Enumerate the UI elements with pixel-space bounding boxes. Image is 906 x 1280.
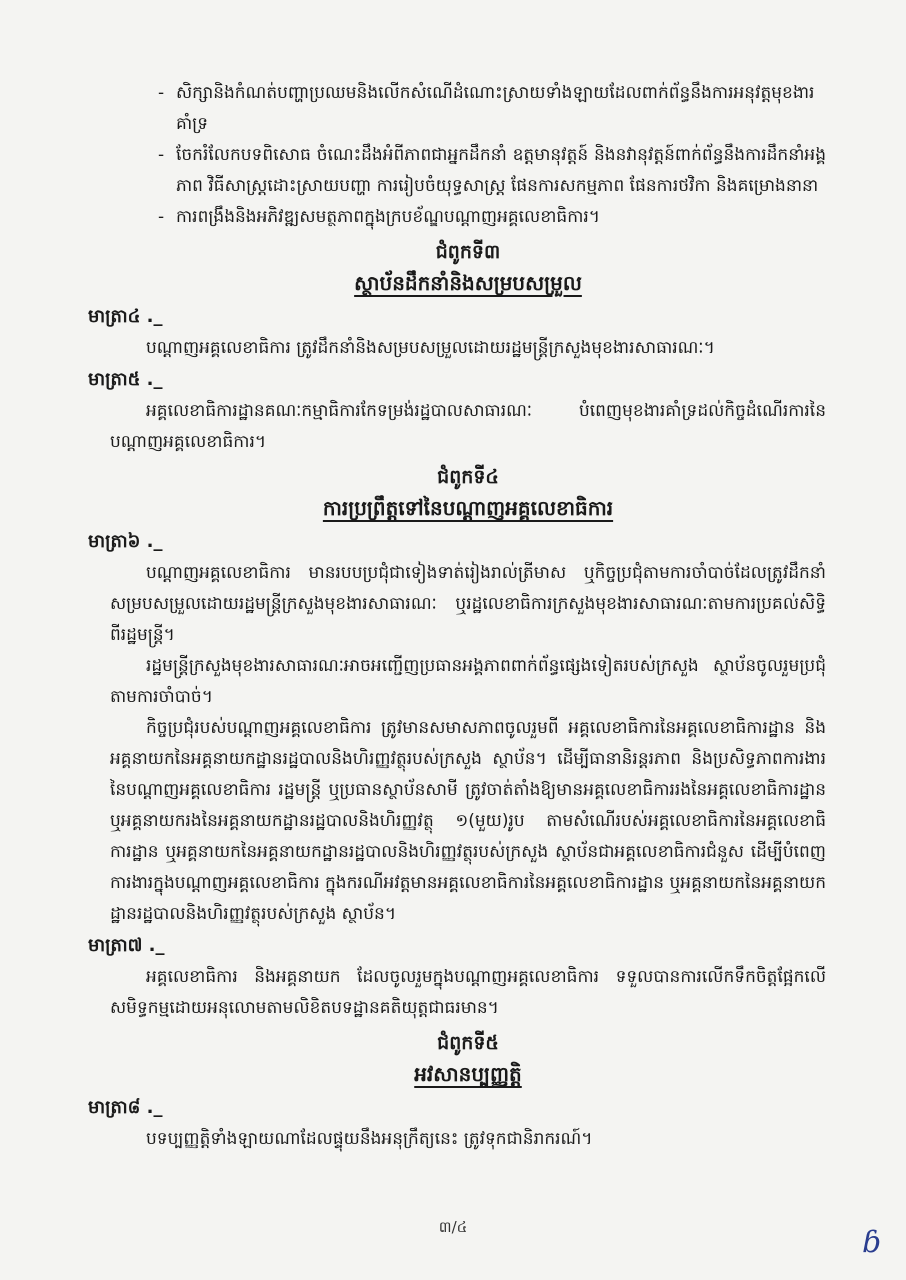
article-6-paragraph-2: រដ្ឋមន្ត្រីក្រសួងមុខងារសាធារណៈអាចអញ្ជើញប្រធានអង្គភាពពាក់ព័ន្ធផ្សេងទៀតរបស់ក្រសួង ស្ថាប័នចូលរួមប្រជុំតាមការចាំបាច់។ [110, 656, 826, 707]
chapter-5-title: អវសានប្បញ្ញត្តិ [414, 1062, 522, 1086]
chapter-4-number: ជំពូកទី៤ [437, 466, 499, 488]
article-5-heading: មាត្រា៥ ._ [88, 369, 163, 390]
handwritten-initial: ɓ [862, 1225, 882, 1260]
article-7-heading: មាត្រា៧ ._ [88, 935, 165, 956]
article-6-paragraph-1: បណ្ដាញអគ្គលេខាធិការ មានរបបប្រជុំជាទៀងទាត់រៀងរាល់ត្រីមាស ឬកិច្ចប្រជុំតាមការចាំបាច់ដែលត្រូវដឹកនាំសម្របសម្រួលដោយរដ្ឋមន្ត្រីក្រសួងមុខងារសាធារណៈ ឬរដ្ឋលេខាធិការក្រសួងមុខងារសាធារណៈតាមការប្រគល់សិទ្ធិពីរដ្ឋមន្ត្រី។ [110, 563, 826, 645]
article-6-heading: មាត្រា៦ ._ [88, 531, 163, 552]
article-4-text: បណ្ដាញអគ្គលេខាធិការ ត្រូវដឹកនាំនិងសម្របសម្រួលដោយរដ្ឋមន្ត្រីក្រសួងមុខងារសាធារណៈ។ [146, 338, 715, 358]
bullet-text: ការពង្រឹងនិងអភិវឌ្ឍសមត្ថភាពក្នុងក្របខ័ណ្ឌបណ្ដាញអគ្គលេខាធិការ។ [176, 207, 601, 227]
bullet-item: - សិក្សានិងកំណត់បញ្ហាប្រឈមនិងលើកសំណើដំណោះស្រាយទាំងឡាយដែលពាក់ព័ន្ធនឹងការអនុវត្តមុខងារគាំទ្រ [158, 83, 815, 134]
page-number: ៣/៤ [438, 1218, 468, 1236]
article-4-heading: មាត្រា៤ ._ [88, 306, 163, 327]
article-6-paragraph-3: កិច្ចប្រជុំរបស់បណ្ដាញអគ្គលេខាធិការ ត្រូវមានសមាសភាពចូលរួមពី អគ្គលេខាធិការនៃអគ្គលេខាធិការដ្ឋាន និងអគ្គនាយកនៃអគ្គនាយកដ្ឋានរដ្ឋបាលនិងហិរញ្ញវត្ថុរបស់ក្រសួង ស្ថាប័ន។ ដើម្បីធានានិរន្តរភាព និងប្រសិទ្ធភាពការងារនៃបណ្ដាញអគ្គលេខាធិការ រដ្ឋមន្ត្រី ឬប្រធានស្ថាប័នសាមី ត្រូវចាត់តាំងឱ្យមានអគ្គលេខាធិការរងនៃអគ្គលេខាធិការដ្ឋាន ឬអគ្គនាយករងនៃអគ្គនាយកដ្ឋានរដ្ឋបាលនិងហិរញ្ញវត្ថុ ១(មួយ)រូប តាមសំណើរបស់អគ្គលេខាធិការនៃអគ្គលេខាធិការដ្ឋាន ឬអគ្គនាយកនៃអគ្គនាយកដ្ឋានរដ្ឋបាលនិងហិរញ្ញវត្ថុរបស់ក្រសួង ស្ថាប័នជាអគ្គលេខាធិការជំនួស ដើម្បីបំពេញការងារក្នុងបណ្ដាញអគ្គលេខាធិការ ក្នុងករណីអវត្តមានអគ្គលេខាធិការនៃអគ្គលេខាធិការដ្ឋាន ឬអគ្គនាយកនៃអគ្គនាយកដ្ឋានរដ្ឋបាលនិងហិរញ្ញវត្ថុរបស់ក្រសួង ស្ថាប័ន។ [110, 718, 826, 924]
bullet-item: - ចែករំលែកបទពិសោធ ចំណេះដឹងអំពីភាពជាអ្នកដឹកនាំ ឧត្តមានុវត្តន៍ និងនវានុវត្តន៍ពាក់ព័ន្ធនឹងការដឹកនាំអង្គភាព វិធីសាស្ត្រដោះស្រាយបញ្ហា ការរៀបចំយុទ្ធសាស្ត្រ ផែនការសកម្មភាព ផែនការថវិកា និងគម្រោងនានា [158, 145, 826, 196]
chapter-4-title: ការប្រព្រឹត្តទៅនៃបណ្ដាញអគ្គលេខាធិការ [322, 496, 614, 520]
article-7-text: អគ្គលេខាធិការ និងអគ្គនាយក ដែលចូលរួមក្នុងបណ្ដាញអគ្គលេខាធិការ ទទួលបានការលើកទឹកចិត្តផ្អែកលើសមិទ្ធកម្មដោយអនុលោមតាមលិខិតបទដ្ឋានគតិយុត្តជាធរមាន។ [110, 967, 826, 1018]
chapter-5-number: ជំពូកទី៥ [437, 1032, 499, 1054]
bullet-text: ចែករំលែកបទពិសោធ ចំណេះដឹងអំពីភាពជាអ្នកដឹកនាំ ឧត្តមានុវត្តន៍ និងនវានុវត្តន៍ពាក់ព័ន្ធនឹងការដឹកនាំអង្គភាព វិធីសាស្ត្រដោះស្រាយបញ្ហា ការរៀបចំយុទ្ធសាស្ត្រ ផែនការសកម្មភាព ផែនការថវិកា និងគម្រោងនានា [176, 145, 826, 196]
article-8-text: បទប្បញ្ញត្តិទាំងឡាយណាដែលផ្ទុយនឹងអនុក្រឹត្យនេះ ត្រូវទុកជានិរាករណ៍។ [146, 1129, 593, 1149]
chapter-3-title: ស្ថាប័នដឹកនាំនិងសម្របសម្រួល [354, 271, 582, 295]
article-5-text: អគ្គលេខាធិការដ្ឋានគណៈកម្មាធិការកែទម្រង់រដ្ឋបាលសាធារណៈ បំពេញមុខងារគាំទ្រដល់កិច្ចដំណើរការនៃបណ្ដាញអគ្គលេខាធិការ។ [110, 401, 826, 452]
chapter-3-number: ជំពូកទី៣ [435, 241, 501, 263]
article-8-heading: មាត្រា៨ ._ [88, 1097, 163, 1118]
bullet-item: - ការពង្រឹងនិងអភិវឌ្ឍសមត្ថភាពក្នុងក្របខ័ណ្ឌបណ្ដាញអគ្គលេខាធិការ។ [158, 207, 601, 227]
bullet-text: សិក្សានិងកំណត់បញ្ហាប្រឈមនិងលើកសំណើដំណោះស្រាយទាំងឡាយដែលពាក់ព័ន្ធនឹងការអនុវត្តមុខងារគាំទ្រ [176, 83, 815, 134]
